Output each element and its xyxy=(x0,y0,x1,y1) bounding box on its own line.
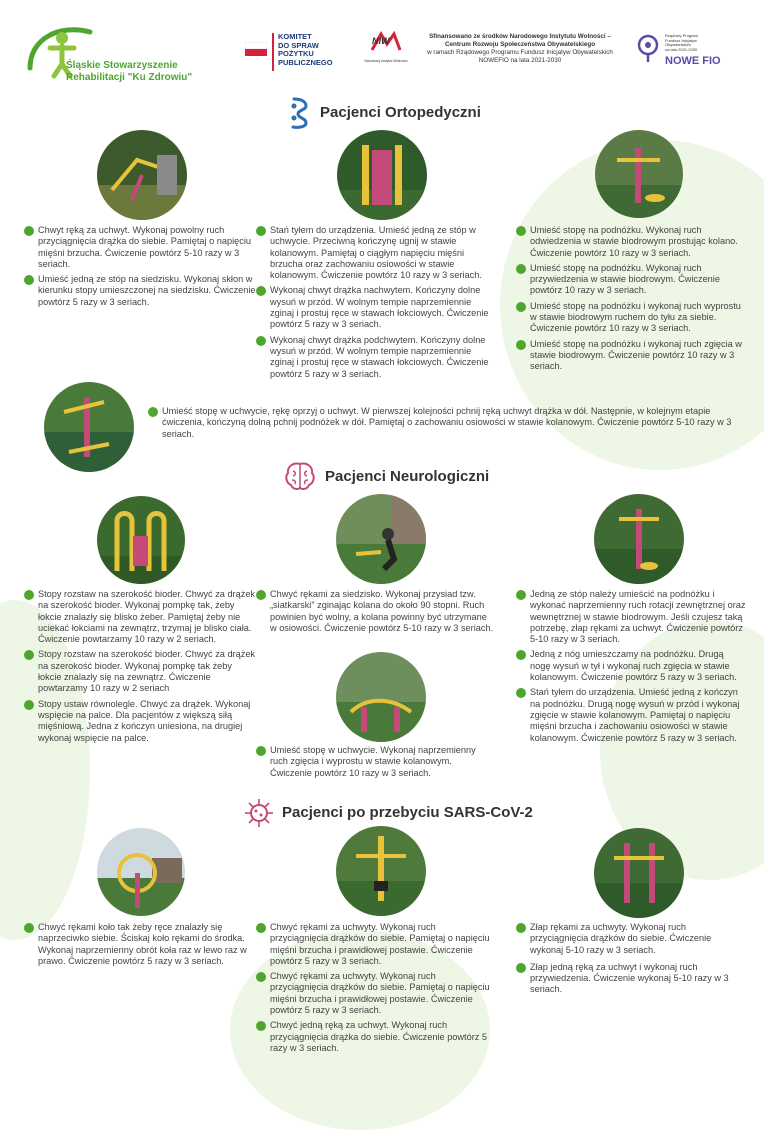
bullet-icon xyxy=(516,340,526,350)
list-item: Stopy ustaw równolegle. Chwyć za drążek. Wykonaj wspięcie na palce. Dla pacjentów z większą siłą mięśniową. Jedna z kończyn uniesiona, na drugiej wykonaj wspięcie na palce. xyxy=(24,699,256,744)
photo-ortho-1 xyxy=(97,130,187,220)
fio-logo xyxy=(636,34,736,74)
org-name-line2: Rehabilitacji "Ku Zdrowiu" xyxy=(66,72,193,83)
photo-neuro-1 xyxy=(97,496,185,584)
bullet-icon xyxy=(24,590,34,600)
bullet-icon xyxy=(24,275,34,285)
list-item: Umieść stopę na podnóżku. Wykonaj ruch przywiedzenia w stawie biodrowym. Ćwiczenie powtórz 10 razy w 3 seriach. xyxy=(516,263,746,297)
covid-col1 xyxy=(24,922,256,971)
bullet-icon xyxy=(148,407,158,417)
photo-covid-1 xyxy=(97,828,185,916)
list-item: Chwyć jedną ręką za uchwyt. Wykonaj ruch przyciągnięcia drążka do siebie. Ćwiczenie powtórz 5 razy w 3 seriach. xyxy=(256,1020,496,1054)
list-item: Stań tyłem do urządzenia. Umieść jedną ze stóp w uchwycie. Przeciwną kończynę ugnij w stawie kolanowym. Pamiętaj o ciągłym napięciu mięśni brzucha oraz zachowaniu osiowości w stawie kolanowym. Ćwiczenie powtórz 10 razy w 3 seriach. xyxy=(256,225,496,281)
kpp-line1: KOMITET xyxy=(278,32,312,41)
bullet-icon xyxy=(256,286,266,296)
niw-logo xyxy=(360,30,412,70)
list-item: Umieść stopę na podnóżku i wykonaj ruch zgięcia w stawie biodrowym. Ćwiczenie powtórz 10 razy w 3 seriach. xyxy=(516,339,746,373)
photo-neuro-2 xyxy=(336,494,426,584)
covid-col3 xyxy=(516,922,746,1000)
virus-icon xyxy=(244,798,274,828)
list-item: Chwyć rękami koło tak żeby ręce znalazły się naprzeciwko siebie. Ściskaj koło rękami do środka. Wykonaj naprzemienny obrót koła raz w lewo raz w prawo. Ćwiczenie powtórz 5 razy w 3 seriach. xyxy=(24,922,256,967)
niw-caption: Narodowy Instytut Wolności xyxy=(364,59,408,63)
bullet-icon xyxy=(256,746,266,756)
list-item: Wykonaj chwyt drążka podchwytem. Kończyny dolne wysuń w przód. W wolnym tempie naprzemiennie zginaj i prostuj ręce w stawach łokciowych. Ćwiczenie powtórz 5 razy w 3 seriach. xyxy=(256,335,496,380)
bone-icon xyxy=(288,96,312,130)
kpp-line4: PUBLICZNEGO xyxy=(278,57,333,67)
list-item: Umieść jedną ze stóp na siedzisku. Wykonaj skłon w kierunku stopy umieszczonej na siedzisku. Ćwiczenie powtórz 5 razy w 3 seriach. xyxy=(24,274,256,308)
funding-line2: Centrum Rozwoju Społeczeństwa Obywatelskiego xyxy=(444,41,596,48)
niw-logo-text: NIW xyxy=(372,36,390,46)
photo-neuro-4 xyxy=(336,652,426,742)
funding-line1: Sfinansowano ze środków Narodowego Instytutu Wolności – xyxy=(429,33,611,40)
list-item: Umieść stopę w uchwycie, rękę oprzyj o uchwyt. W pierwszej kolejności pchnij ręką uchwyt drążka w dół. Następnie, w kolejnym etapie ćwiczenia, kończyną dolną pchnij podnóżek w dół. Pamiętaj o zachowaniu osiowości w stawie kolanowym. Ćwiczenie powtórz 5-10 razy w 3 seriach. xyxy=(148,406,746,440)
bullet-icon xyxy=(516,923,526,933)
bullet-icon xyxy=(516,302,526,312)
bullet-icon xyxy=(516,650,526,660)
bullet-icon xyxy=(24,226,34,236)
fio-small4: na lata 2021-2030 xyxy=(665,46,698,52)
bullet-icon xyxy=(256,226,266,236)
list-item: Umieść stopę w uchwycie. Wykonaj naprzemienny ruch zgięcia i wyprostu w stawie kolanowym. Ćwiczenie powtórz 10 razy w 3 seriach. xyxy=(256,745,496,779)
bullet-icon xyxy=(516,264,526,274)
bullet-icon xyxy=(516,963,526,973)
bullet-icon xyxy=(256,590,266,600)
org-name-line1: Śląskie Stowarzyszenie xyxy=(66,60,178,71)
section-title-neuro: Pacjenci Neurologiczni xyxy=(325,468,490,485)
list-item: Złap rękami za uchwyty. Wykonaj ruch przyciągnięcia drążków do siebie. Ćwiczenie wykonaj 5-10 razy w 3 seriach. xyxy=(516,922,746,956)
kpp-line2: DO SPRAW xyxy=(278,40,319,50)
list-item: Chwyt ręką za uchwyt. Wykonaj powolny ruch przyciągnięcia drążka do siebie. Pamiętaj o napięciu mięśni brzucha. Ćwiczenie powtórz 5-10 razy w 3 seriach. xyxy=(24,225,256,270)
ortho-wide xyxy=(148,406,746,444)
fio-small2: Fundusz Inicjatyw xyxy=(665,37,697,43)
bullet-icon xyxy=(24,923,34,933)
list-item: Stopy rozstaw na szerokość bioder. Chwyć za drążek na szerokość bioder. Wykonaj pompkę tak, żeby łokcie znalazły się blisko żeber. Pamiętaj żeby nie uciekać łokciami na zewnątrz, trzymaj je blisko ciała. Ćwiczenie powtarzamy 10 razy w 2 seriach. xyxy=(24,589,256,645)
funding-note xyxy=(425,33,615,65)
neuro-col1 xyxy=(24,589,256,748)
bullet-icon xyxy=(24,650,34,660)
fio-logo-icon xyxy=(636,34,660,64)
list-item: Wykonaj chwyt drążka nachwytem. Kończyny dolne wysuń w przód. W wolnym tempie naprzemiennie zginaj i prostuj ręce w stawach łokciowych. Ćwiczenie powtórz 5 razy w 3 seriach. xyxy=(256,285,496,330)
photo-neuro-3 xyxy=(594,494,684,584)
photo-ortho-2 xyxy=(337,130,427,220)
photo-ortho-4 xyxy=(44,382,134,472)
list-item: Jedną ze stóp należy umieścić na podnóżku i wykonać naprzemienny ruch rotacji zewnętrznej oraz wewnętrznej w stawie biodrowym. Jeśli czujesz taką potrzebę, złap rękami za uchwyt. Ćwiczenie powtórz 5-10 razy w 3 seriach. xyxy=(516,589,746,645)
section-title-covid: Pacjenci po przebyciu SARS-CoV-2 xyxy=(282,804,533,821)
funding-line3: w ramach Rządowego Programu Fundusz Inicjatyw Obywatelskich xyxy=(427,49,613,56)
photo-covid-3 xyxy=(594,828,684,918)
bullet-icon xyxy=(516,688,526,698)
list-item: Stań tyłem do urządzenia. Umieść jedną z kończyn na podnóżku. Drugą nogę wysuń w przód i wykonaj zgięcie w stawie kolanowym. Pamiętaj o napięciu mięśni brzucha i zachowaniu osiowości w stawie kolanowym. Ćwiczenie powtórz 5 razy w 3 seriach. xyxy=(516,687,746,743)
bullet-icon xyxy=(256,972,266,982)
fio-logo-text: NOWE FIO xyxy=(665,55,721,67)
list-item: Chwyć rękami za uchwyty. Wykonaj ruch przyciągnięcia drążków do siebie. Pamiętaj o napięciu mięśni brzucha i prawidłowej postawie. Ćwiczenie powtórz 5 razy w 3 seriach. xyxy=(256,971,496,1016)
ortho-col2 xyxy=(256,225,496,384)
bullet-icon xyxy=(516,590,526,600)
ortho-col1 xyxy=(24,225,256,312)
kpp-logo xyxy=(245,33,345,73)
list-item: Chwyć rękami za uchwyty. Wykonaj ruch przyciągnięcia drążków do siebie. Pamiętaj o napięciu mięśni brzucha i prawidłowej postawie. Ćwiczenie powtórz 5 razy w 3 seriach. xyxy=(256,922,496,967)
photo-ortho-3 xyxy=(595,130,683,218)
covid-col2 xyxy=(256,922,496,1058)
bullet-icon xyxy=(516,226,526,236)
list-item: Umieść stopę na podnóżku. Wykonaj ruch odwiedzenia w stawie biodrowym prostując kolano. Ćwiczenie powtórz 10 razy w 3 seriach. xyxy=(516,225,746,259)
bullet-icon xyxy=(256,336,266,346)
ortho-col3 xyxy=(516,225,746,377)
fio-small3: Obywatelskich xyxy=(665,42,691,48)
kpp-line3: POŻYTKU xyxy=(278,49,314,58)
list-item: Umieść stopę na podnóżku i wykonaj ruch wyprostu w stawie biodrowym ruchem do tyłu za siebie. Ćwiczenie powtórz 10 razy w 3 seriach. xyxy=(516,301,746,335)
bullet-icon xyxy=(24,700,34,710)
neuro-col2 xyxy=(256,589,496,638)
list-item: Stopy rozstaw na szerokość bioder. Chwyć za drążek na szerokość bioder. Wykonaj pompkę tak żeby łokcie znalazły się na zewnątrz. Ćwiczenie powtarzamy 10 razy w 2 seriach xyxy=(24,649,256,694)
fio-small1: Rządowy Program xyxy=(665,33,698,38)
neuro-col2b xyxy=(256,745,496,783)
list-item: Chwyć rękami za siedzisko. Wykonaj przysiad tzw. „siatkarski" zginając kolana do około 90 stopni. Ruch powinien być wolny, a kolana powinny być utrzymane w osiowości. Ćwiczenie powtórz 5-10 razy w 3 seriach. xyxy=(256,589,496,634)
bullet-icon xyxy=(256,923,266,933)
list-item: Złap jedną ręką za uchwyt i wykonaj ruch przywiedzenia. Ćwiczenie wykonaj 5-10 razy w 3 seriach. xyxy=(516,962,746,996)
photo-covid-2 xyxy=(336,826,426,916)
org-logo xyxy=(20,18,210,88)
section-title-ortho: Pacjenci Ortopedyczni xyxy=(320,104,481,121)
list-item: Jedną z nóg umieszczamy na podnóżku. Drugą nogę wysuń w tył i wykonaj ruch zgięcia w stawie kolanowym. Ćwiczenie powtórz 5 razy w 3 seriach. xyxy=(516,649,746,683)
brain-icon xyxy=(283,460,317,492)
neuro-col3 xyxy=(516,589,746,748)
bullet-icon xyxy=(256,1021,266,1031)
funding-line4: NOWEFIO na lata 2021-2030 xyxy=(478,57,562,64)
flag-icon xyxy=(245,42,267,56)
